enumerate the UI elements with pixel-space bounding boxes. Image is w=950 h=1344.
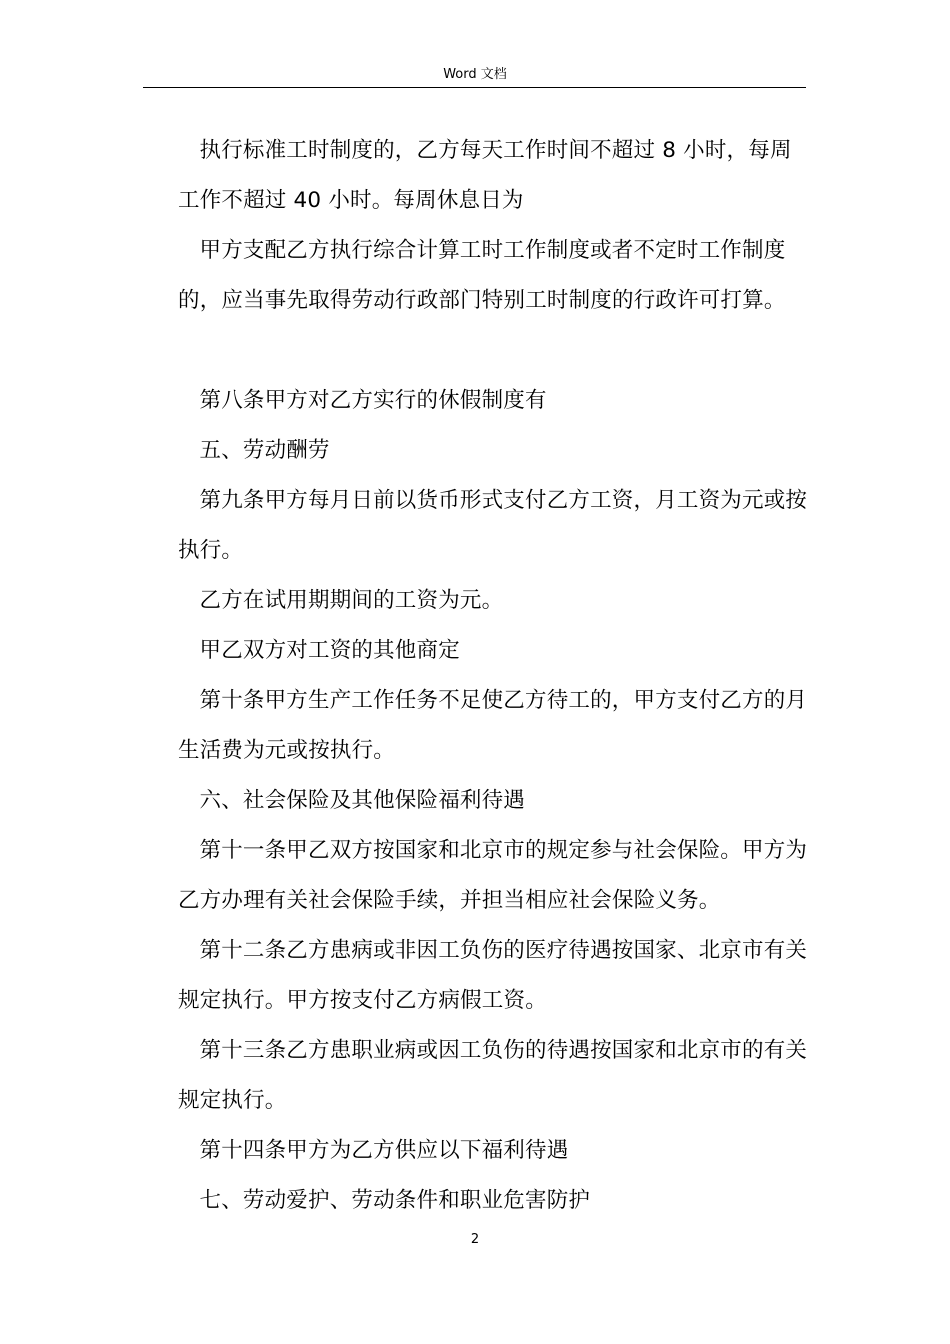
page-number: 2 bbox=[470, 1232, 480, 1247]
paragraph-article-11: 第十一条甲乙双方按国家和北京市的规定参与社会保险。甲方为乙方办理有关社会保险手续，并担当相应社会保险义务。 bbox=[178, 838, 808, 913]
paragraph-other-wage-terms: 甲乙双方对工资的其他商定 bbox=[199, 638, 460, 663]
paragraph-article-14: 第十四条甲方为乙方供应以下福利待遇 bbox=[199, 1138, 569, 1163]
document-body bbox=[178, 126, 808, 1226]
paragraph-probation-wage: 乙方在试用期期间的工资为元。 bbox=[199, 588, 504, 613]
blank-line bbox=[178, 326, 808, 376]
paragraph-work-hours: 执行标准工时制度的，乙方每天工作时间不超过 8 小时，每周工作不超过 40 小时。每周休息日为 bbox=[178, 138, 792, 213]
paragraph-article-9: 第九条甲方每月日前以货币形式支付乙方工资，月工资为元或按执行。 bbox=[178, 488, 808, 563]
page-header: Word 文档 bbox=[443, 67, 507, 82]
paragraph-special-hours: 甲方支配乙方执行综合计算工时工作制度或者不定时工作制度的，应当事先取得劳动行政部门特别工时制度的行政许可打算。 bbox=[178, 238, 786, 313]
paragraph-article-12: 第十二条乙方患病或非因工负伤的医疗待遇按国家、北京市有关规定执行。甲方按支付乙方病假工资。 bbox=[178, 938, 808, 1013]
paragraph-article-13: 第十三条乙方患职业病或因工负伤的待遇按国家和北京市的有关规定执行。 bbox=[178, 1038, 808, 1113]
section-heading-insurance: 六、社会保险及其他保险福利待遇 bbox=[199, 788, 526, 813]
paragraph-article-8: 第八条甲方对乙方实行的休假制度有 bbox=[199, 388, 547, 413]
paragraph-article-10: 第十条甲方生产工作任务不足使乙方待工的，甲方支付乙方的月生活费为元或按执行。 bbox=[178, 688, 808, 763]
section-heading-remuneration: 五、劳动酬劳 bbox=[199, 438, 330, 463]
section-heading-protection: 七、劳动爱护、劳动条件和职业危害防护 bbox=[199, 1188, 591, 1213]
header-divider bbox=[143, 87, 806, 88]
